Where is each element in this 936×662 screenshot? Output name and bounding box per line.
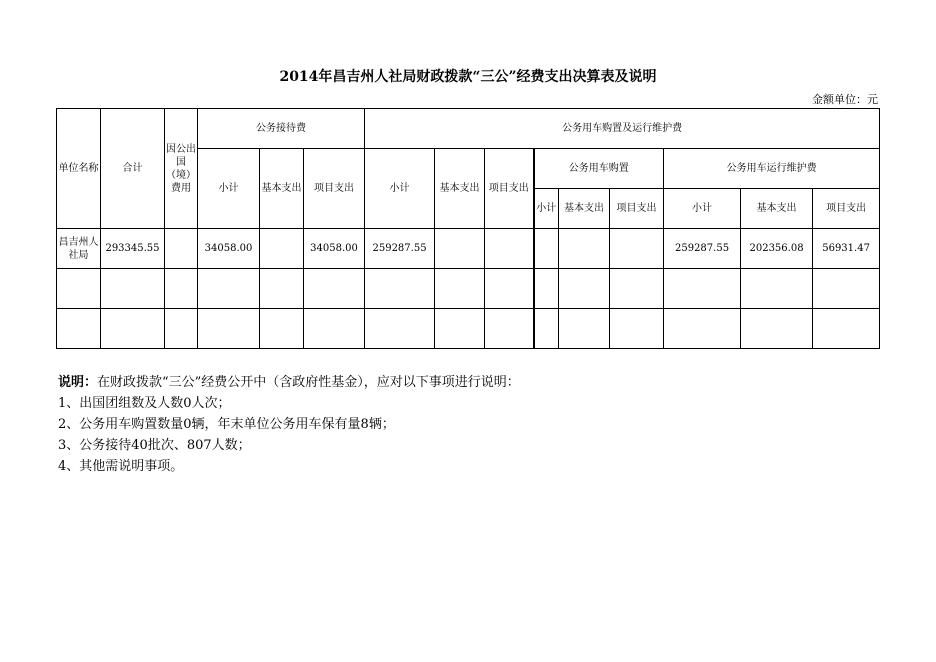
header-vehicle-project: 项目支出 [485,149,534,229]
expense-table [56,108,880,349]
cell-abroad [165,229,198,269]
notes-section [58,372,520,477]
cell-vehicle-subtotal: 259287.55 [365,229,435,269]
header-vehicle-group: 公务用车购置及运行维护费 [365,109,880,149]
currency-unit-label: 金额单位：元 [812,93,878,106]
header-total: 合计 [101,109,165,229]
empty-table-row [57,269,880,309]
note-item: 3、公务接待40批次、807人数； [58,438,251,453]
header-vehicle-purchase-group: 公务用车购置 [534,149,664,189]
note-item: 4、其他需说明事项。 [58,459,184,474]
cell-reception-basic [260,229,304,269]
header-purchase-subtotal: 小计 [534,189,559,229]
cell-total: 293345.55 [101,229,165,269]
cell-vehicle-project [485,229,534,269]
cell-reception-subtotal: 34058.00 [198,229,260,269]
header-abroad-expense: 因公出国（境）费用 [165,109,198,229]
cell-maintenance-project: 56931.47 [813,229,880,269]
header-maintenance-project: 项目支出 [813,189,880,229]
cell-maintenance-basic: 202356.08 [741,229,813,269]
cell-vehicle-basic [435,229,485,269]
header-reception-basic: 基本支出 [260,149,304,229]
cell-purchase-basic [559,229,610,269]
empty-table-row [57,309,880,349]
notes-lead: 说明： [58,375,98,390]
note-item: 2、公务用车购置数量0辆，年末单位公务用车保有量8辆； [58,417,395,432]
document-title: 2014年昌吉州人社局财政拨款“三公”经费支出决算表及说明 [279,69,657,85]
header-reception-group: 公务接待费 [198,109,365,149]
header-reception-subtotal: 小计 [198,149,260,229]
cell-maintenance-subtotal: 259287.55 [664,229,741,269]
header-maintenance-basic: 基本支出 [741,189,813,229]
header-row-1 [57,109,880,149]
notes-intro-line [58,372,520,393]
cell-purchase-project [610,229,664,269]
header-purchase-project: 项目支出 [610,189,664,229]
header-maintenance-subtotal: 小计 [664,189,741,229]
header-purchase-basic: 基本支出 [559,189,610,229]
header-unit-name: 单位名称 [57,109,101,229]
header-vehicle-maintenance-group: 公务用车运行维护费 [664,149,880,189]
note-item: 1、出国团组数及人数0人次； [58,396,231,411]
cell-unit: 昌吉州人社局 [57,229,101,269]
cell-purchase-subtotal [534,229,559,269]
header-vehicle-basic: 基本支出 [435,149,485,229]
notes-intro: 在财政拨款“三公”经费公开中（含政府性基金），应对以下事项进行说明： [97,375,520,390]
cell-reception-project: 34058.00 [304,229,365,269]
table-row [57,229,880,269]
header-reception-project: 项目支出 [304,149,365,229]
header-vehicle-subtotal: 小计 [365,149,435,229]
